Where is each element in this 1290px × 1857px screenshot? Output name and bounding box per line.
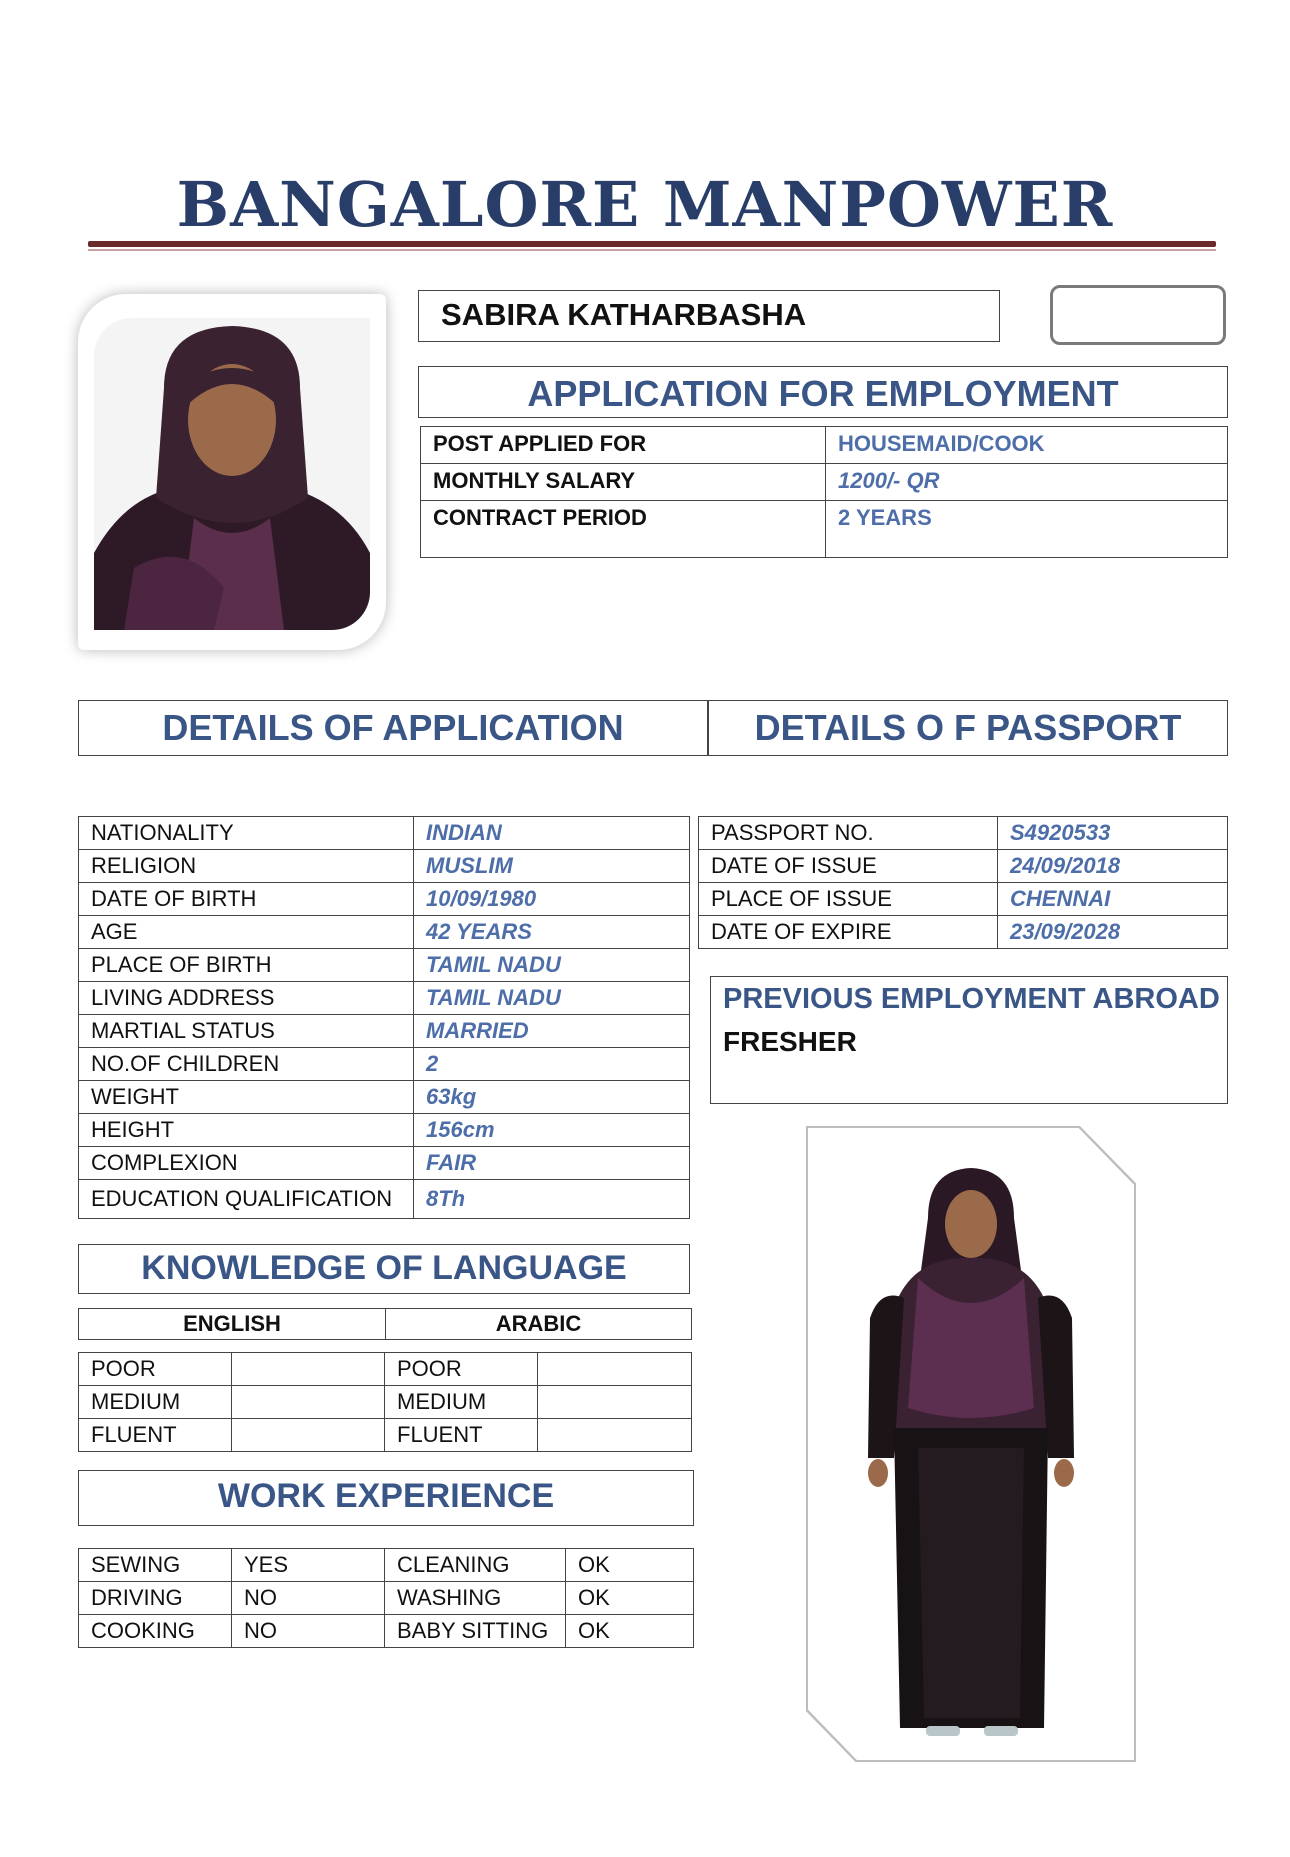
table-row	[79, 1309, 692, 1340]
detail-label: NO.OF CHILDREN	[79, 1048, 414, 1081]
work-table	[78, 1548, 694, 1648]
detail-label: EDUCATION QUALIFICATION	[79, 1180, 414, 1219]
english-level: POOR	[79, 1353, 232, 1386]
table-row	[79, 1147, 690, 1180]
skill-value: OK	[566, 1582, 694, 1615]
english-mark	[232, 1419, 385, 1452]
detail-value: MARRIED	[414, 1015, 690, 1048]
skill-label: DRIVING	[79, 1582, 232, 1615]
header-divider-shadow	[88, 249, 1216, 251]
column-arabic: ARABIC	[386, 1309, 692, 1340]
passport-value: CHENNAI	[998, 883, 1228, 916]
details-heading: DETAILS OF APPLICATION	[78, 700, 708, 756]
english-mark	[232, 1386, 385, 1419]
previous-employment-box	[710, 976, 1228, 1104]
detail-label: WEIGHT	[79, 1081, 414, 1114]
candidate-name: SABIRA KATHARBASHA	[418, 290, 1000, 342]
post-value: HOUSEMAID/COOK	[826, 427, 1228, 464]
salary-value: 1200/- QR	[826, 464, 1228, 501]
passport-value: S4920533	[998, 817, 1228, 850]
skill-label: BABY SITTING	[385, 1615, 566, 1648]
skill-value: OK	[566, 1615, 694, 1648]
detail-value: 63kg	[414, 1081, 690, 1114]
table-row	[421, 464, 1228, 501]
passport-value: 24/09/2018	[998, 850, 1228, 883]
detail-label: PLACE OF BIRTH	[79, 949, 414, 982]
passport-label: PLACE OF ISSUE	[699, 883, 998, 916]
arabic-level: FLUENT	[385, 1419, 538, 1452]
detail-label: COMPLEXION	[79, 1147, 414, 1180]
detail-label: RELIGION	[79, 850, 414, 883]
table-row	[79, 1180, 690, 1219]
table-row	[79, 850, 690, 883]
table-row	[79, 1549, 694, 1582]
table-row	[699, 916, 1228, 949]
work-heading: WORK EXPERIENCE	[78, 1470, 694, 1526]
contract-value: 2 YEARS	[826, 501, 1228, 558]
table-row	[79, 916, 690, 949]
skill-label: CLEANING	[385, 1549, 566, 1582]
post-table	[420, 426, 1228, 558]
arabic-level: POOR	[385, 1353, 538, 1386]
table-row	[79, 1081, 690, 1114]
table-row	[79, 883, 690, 916]
passport-value: 23/09/2028	[998, 916, 1228, 949]
table-row	[79, 1582, 694, 1615]
skill-label: SEWING	[79, 1549, 232, 1582]
arabic-level: MEDIUM	[385, 1386, 538, 1419]
skill-value: OK	[566, 1549, 694, 1582]
detail-value: 156cm	[414, 1114, 690, 1147]
table-row	[79, 1386, 692, 1419]
table-row	[79, 817, 690, 850]
detail-value: 2	[414, 1048, 690, 1081]
arabic-mark	[538, 1386, 692, 1419]
table-row	[79, 949, 690, 982]
table-row	[79, 1615, 694, 1648]
passport-label: DATE OF ISSUE	[699, 850, 998, 883]
header-divider	[88, 241, 1216, 247]
detail-value: 42 YEARS	[414, 916, 690, 949]
contract-label: CONTRACT PERIOD	[421, 501, 826, 558]
company-title: BANGALORE MANPOWER	[176, 168, 1114, 241]
previous-employment-title: PREVIOUS EMPLOYMENT ABROAD	[723, 983, 1220, 1015]
passport-table	[698, 816, 1228, 949]
passport-heading: DETAILS O F PASSPORT	[708, 700, 1228, 756]
language-table	[78, 1352, 692, 1452]
fullbody-photo	[808, 1128, 1134, 1760]
skill-value: NO	[232, 1615, 385, 1648]
detail-label: AGE	[79, 916, 414, 949]
detail-value: 10/09/1980	[414, 883, 690, 916]
table-row	[699, 883, 1228, 916]
blank-box	[1050, 285, 1226, 345]
detail-value: FAIR	[414, 1147, 690, 1180]
detail-value: MUSLIM	[414, 850, 690, 883]
details-table	[78, 816, 690, 1219]
application-title: APPLICATION FOR EMPLOYMENT	[418, 366, 1228, 418]
table-row	[79, 1048, 690, 1081]
detail-label: DATE OF BIRTH	[79, 883, 414, 916]
portrait-photo	[94, 318, 370, 630]
detail-label: LIVING ADDRESS	[79, 982, 414, 1015]
table-row	[699, 817, 1228, 850]
table-row	[699, 850, 1228, 883]
language-heading: KNOWLEDGE OF LANGUAGE	[78, 1244, 690, 1294]
detail-label: MARTIAL STATUS	[79, 1015, 414, 1048]
skill-value: NO	[232, 1582, 385, 1615]
skill-label: COOKING	[79, 1615, 232, 1648]
detail-value: 8Th	[414, 1180, 690, 1219]
detail-label: HEIGHT	[79, 1114, 414, 1147]
table-row	[421, 427, 1228, 464]
table-row	[421, 501, 1228, 558]
passport-label: DATE OF EXPIRE	[699, 916, 998, 949]
language-columns	[78, 1308, 692, 1340]
salary-label: MONTHLY SALARY	[421, 464, 826, 501]
arabic-mark	[538, 1419, 692, 1452]
english-mark	[232, 1353, 385, 1386]
column-english: ENGLISH	[79, 1309, 386, 1340]
previous-employment-value: FRESHER	[723, 1026, 857, 1057]
table-row	[79, 1015, 690, 1048]
detail-value: INDIAN	[414, 817, 690, 850]
post-label: POST APPLIED FOR	[421, 427, 826, 464]
table-row	[79, 982, 690, 1015]
passport-label: PASSPORT NO.	[699, 817, 998, 850]
table-row	[79, 1419, 692, 1452]
table-row	[79, 1114, 690, 1147]
detail-value: TAMIL NADU	[414, 949, 690, 982]
detail-label: NATIONALITY	[79, 817, 414, 850]
skill-value: YES	[232, 1549, 385, 1582]
english-level: FLUENT	[79, 1419, 232, 1452]
english-level: MEDIUM	[79, 1386, 232, 1419]
detail-value: TAMIL NADU	[414, 982, 690, 1015]
skill-label: WASHING	[385, 1582, 566, 1615]
arabic-mark	[538, 1353, 692, 1386]
table-row	[79, 1353, 692, 1386]
